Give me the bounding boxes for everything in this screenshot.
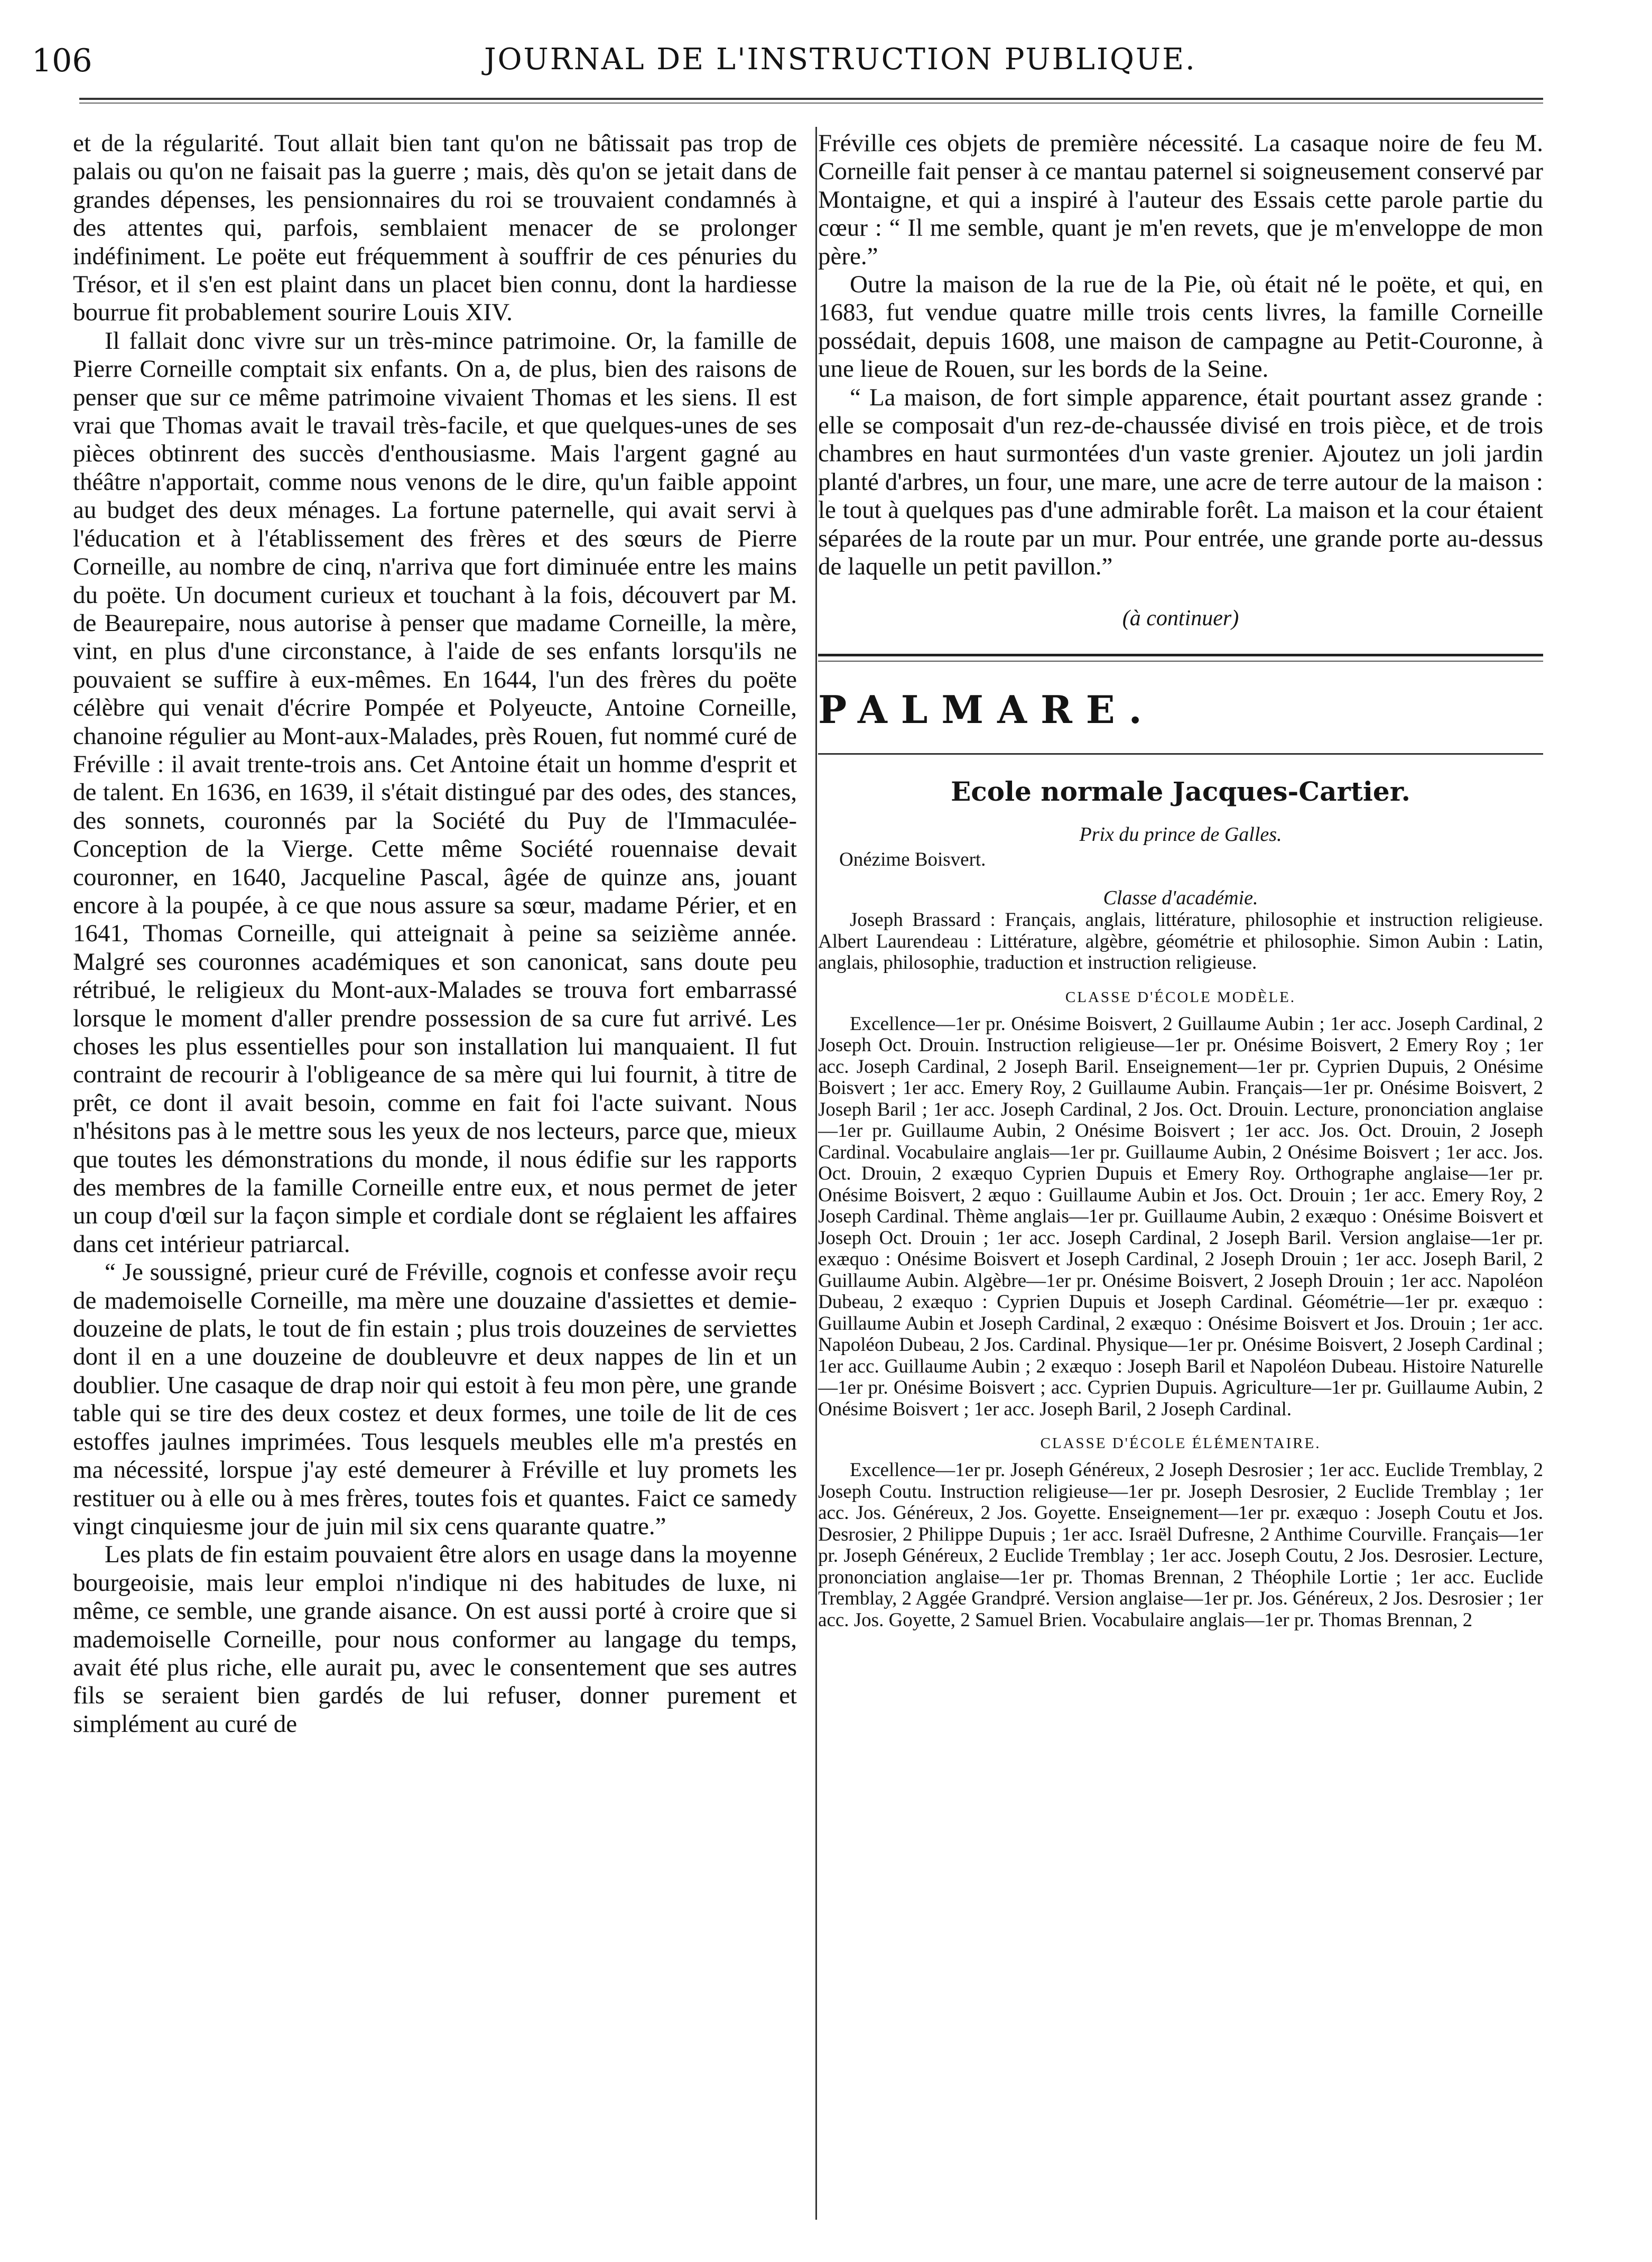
section-title: PALMARE.: [818, 687, 1156, 732]
column-divider: [815, 127, 817, 2220]
model-class-awards: Excellence—1er pr. Onésime Boisvert, 2 Guillaume Aubin ; 1er acc. Joseph Cardinal, 2 Joseph Oct. Drouin. Instruction religieuse—1er pr. Onésime Boisvert, 2 Emery Roy ; 1er acc. Joseph Cardinal, 2 Joseph Baril. Enseignement—1er pr. Cyprien Dupuis, 2 Onésime Boisvert ; 1er acc. Emery Roy, 2 Guillaume Aubin. Français—1er pr. Onésime Boisvert, 2 Joseph Baril ; 1er acc. Joseph Cardinal, 2 Jos. Oct. Drouin. Lecture, prononciation anglaise—1er pr. Guillaume Aubin, 2 Onésime Boisvert ; 1er acc. Jos. Oct. Drouin, 2 Joseph Cardinal. Vocabulaire anglais—1er pr. Guillaume Aubin, 2 Onésime Boisvert ; 1er acc. Jos. Oct. Drouin, 2 exæquo Cyprien Dupuis et Emery Roy. Orthographe anglaise—1er pr. Onésime Boisvert, 2 æquo : Guillaume Aubin et Jos. Oct. Drouin ; 1er acc. Emery Roy, 2 Joseph Cardinal. Thème anglais—1er pr. Guillaume Aubin, 2 exæquo : Onésime Boisvert et Joseph Oct. Drouin ; 1er acc. Joseph Cardinal, 2 Joseph Baril. Version anglaise—1er pr. exæquo : Onésime Boisvert et Joseph Cardinal, 2 Joseph Drouin ; 1er acc. Joseph Baril, 2 Guillaume Aubin. Algèbre—1er pr. Onésime Boisvert, 2 Joseph Drouin ; 1er acc. Napoléon Dubeau, 2 exæquo : Cyprien Dupuis et Joseph Cardinal. Géométrie—1er pr. exæquo : Guillaume Aubin et Joseph Cardinal, 2 exæquo : Onésime Boisvert et Jos. Drouin ; 1er acc. Napoléon Dubeau, 2 Jos. Cardinal. Physique—1er pr. Onésime Boisvert, 2 Joseph Cardinal ; 1er acc. Guillaume Aubin ; 2 exæquo : Joseph Baril et Napoléon Dubeau. Histoire Naturelle—1er pr. Onésime Boisvert ; acc. Cyprien Dupuis. Agriculture—1er pr. Guillaume Aubin, 2 Onésime Boisvert ; 1er acc. Joseph Baril, 2 Joseph Cardinal.: [818, 1013, 1543, 1420]
paragraph: et de la régularité. Tout allait bien tant qu'on ne bâtissait pas trop de palais ou qu'on ne faisait pas la guerre ; mais, dès qu'on se jetait dans de grandes dépenses, les pensionnaires du roi se trouvaient condamnés à des attentes qui, parfois, semblaient menacer de se prolonger indéfiniment. Le poëte eut fréquemment à souffrir de ces pénuries du Trésor, et il s'en est plaint dans un placet bien connu, dont la hardiesse bourrue fit probablement sourire Louis XIV.: [73, 129, 797, 327]
section-rule: [818, 654, 1543, 656]
header-rule-thin: [79, 103, 1543, 104]
journal-title: JOURNAL DE L'INSTRUCTION PUBLIQUE.: [484, 42, 1196, 77]
paragraph: Outre la maison de la rue de la Pie, où était né le poëte, et qui, en 1683, fut vendue quatre mille trois cents livres, la famille Corneille possédait, depuis 1608, une maison de campagne au Petit-Couronne, à une lieue de Rouen, sur les bords de la Seine.: [818, 271, 1543, 383]
quoted-act: “ Je soussigné, prieur curé de Fréville, cognois et confesse avoir reçu de mademoiselle Corneille, ma mère une douzaine d'assiettes et demie-douzeine de plats, le tout de fin estain ; plus trois douzeines de serviettes dont il en a une douzeine de doubleuvre et deux nappes de lin et un doublier. Une casaque de drap noir qui estoit à feu mon père, une grande table qui se tire des deux costez et deux formes, une toile de lit de ces estoffes jaulnes imprimées. Tous lesquels meubles elle m'a prestés en ma nécessité, lorspue j'ay esté demeurer à Fréville et luy promets les restituer ou à elle ou à mes frères, toutes fois et quantes. Faict ce samedy vingt cinquiesme jour de juin mil six cens quarante quatre.”: [73, 1258, 797, 1540]
paragraph: Les plats de fin estaim pouvaient être alors en usage dans la moyenne bourgeoisie, mais leur emploi n'indique ni des habitudes de luxe, ni même, ce semble, une grande aisance. On est aussi porté à croire que si mademoiselle Corneille, pour nous conformer au langage du temps, avait été plus riche, elle aurait pu, avec le consentement que ses autres fils se seraient bien gardés de lui refuser, donner purement et simplément au curé de: [73, 1541, 797, 1738]
paragraph: Fréville ces objets de première nécessité. La casaque noire de feu M. Corneille fait penser à ce mantau paternel si soigneusement conservé par Montaigne, et qui a inspiré à l'auteur des Essais cette parole partie du cœur : “ Il me semble, quant je m'en revets, que je m'enveloppe de mon père.”: [818, 129, 1543, 270]
section-rule: [818, 753, 1543, 755]
to-be-continued: (à continuer): [1122, 606, 1239, 631]
prize-heading: Prix du prince de Galles.: [1079, 823, 1282, 846]
elementary-class-heading: CLASSE D'ÉCOLE ÉLÉMENTAIRE.: [1040, 1435, 1321, 1452]
header-rule: [79, 98, 1543, 100]
model-class-heading: CLASSE D'ÉCOLE MODÈLE.: [1065, 988, 1296, 1006]
left-column: [73, 129, 797, 1738]
elementary-class-awards: Excellence—1er pr. Joseph Généreux, 2 Joseph Desrosier ; 1er acc. Euclide Tremblay, 2 Joseph Coutu. Instruction religieuse—1er pr. Joseph Desrosier, 2 Euclide Tremblay ; 1er acc. Jos. Généreux, 2 Jos. Goyette. Enseignement—1er pr. exæquo : Joseph Coutu et Jos. Desrosier, 2 Philippe Dupuis ; 1er acc. Israël Dufresne, 2 Anthime Courville. Français—1er pr. Joseph Généreux, 2 Euclide Tremblay ; 1er acc. Joseph Coutu, 2 Jos. Desrosier. Lecture, prononciation anglaise—1er pr. Thomas Brennan, 2 Théophile Lortie ; 1er acc. Euclide Tremblay, 2 Aggée Grandpré. Version anglaise—1er pr. Jos. Généreux, 2 Jos. Desrosier ; 1er acc. Jos. Goyette, 2 Samuel Brien. Vocabulaire anglais—1er pr. Thomas Brennan, 2: [818, 1459, 1543, 1631]
prize-winner: Onézime Boisvert.: [839, 848, 986, 870]
paragraph: Il fallait donc vivre sur un très-mince patrimoine. Or, la famille de Pierre Corneille comptait six enfants. On a, de plus, bien des raisons de penser que sur ce même patrimoine vivaient Thomas et les siens. Il est vrai que Thomas avait le travail très-facile, et que quelques-unes de ses pièces obtinrent des succès d'enthousiasme. Mais l'argent gagné au théâtre n'apportait, comme nous venons de le dire, qu'un faible appoint au budget des deux ménages. La fortune paternelle, qui avait servi à l'éducation et à l'établissement des frères et des sœurs de Pierre Corneille, au nombre de cinq, n'arriva que fort diminuée entre les mains du poëte. Un document curieux et touchant à la fois, découvert par M. de Beaurepaire, nous autorise à penser que madame Corneille, la mère, vint, en plus d'une circonstance, à l'aide de ses enfants lorsqu'ils ne pouvaient se suffire à eux-mêmes. En 1644, l'un des frères du poëte célèbre qui venait d'écrire Pompée et Polyeucte, Antoine Corneille, chanoine régulier au Mont-aux-Malades, près Rouen, fut nommé curé de Fréville : il avait trente-trois ans. Cet Antoine était un homme d'esprit et de talent. En 1636, en 1639, il s'était distingué par des odes, des stances, des sonnets, couronnés par la Société du Puy de l'Immaculée-Conception de la Vierge. Cette même Société rouennaise devait couronner, en 1640, Jacqueline Pascal, âgée de quinze ans, jouant encore à la poupée, à ce que nous assure sa sœur, madame Périer, et en 1641, Thomas Corneille, qui atteignait à peine sa seizième année. Malgré ses couronnes académiques et son canonicat, sans doute peu rétribué, le religieux du Mont-aux-Malades se trouva fort embarrassé lorsque le moment d'aller prendre possession de sa cure fut arrivé. Les choses les plus essentielles pour son installation lui manquaient. Il fut contraint de recourir à l'obligeance de sa mère qui lui fournit, à titre de prêt, ce dont il avait besoin, comme en fait foi l'acte suivant. Nous n'hésitons pas à le mettre sous les yeux de nos lecteurs, parce que, mieux que toutes les démonstrations du monde, il nous édifie sur les rapports des membres de la famille Corneille entre eux, et nous permet de jeter un coup d'œil sur la façon simple et cordiale dont se réglaient les affaires dans cet intérieur patriarcal.: [73, 327, 797, 1258]
page-number: 106: [32, 42, 92, 79]
academy-heading: Classe d'académie.: [1103, 887, 1258, 910]
academy-awards: Joseph Brassard : Français, anglais, littérature, philosophie et instruction religieuse. Albert Laurendeau : Littérature, algèbre, géométrie et philosophie. Simon Aubin : Latin, anglais, philosophie, traduction et instruction religieuse.: [818, 909, 1543, 974]
page-header: [32, 32, 1649, 95]
right-column: [818, 129, 1543, 1631]
section-rule-thin: [818, 661, 1543, 662]
school-title: Ecole normale Jacques-Cartier.: [951, 775, 1410, 807]
quoted-description: “ La maison, de fort simple apparence, était pourtant assez grande : elle se composait d'un rez-de-chaussée divisé en trois pièce, et de trois chambres en haut surmontées d'un vaste grenier. Ajoutez un joli jardin planté d'arbres, un four, une mare, une acre de terre autour de la maison : le tout à quelques pas d'une admirable forêt. La maison et la cour étaient séparées de la route par un mur. Pour entrée, une grande porte au-dessus de laquelle un petit pavillon.”: [818, 383, 1543, 581]
